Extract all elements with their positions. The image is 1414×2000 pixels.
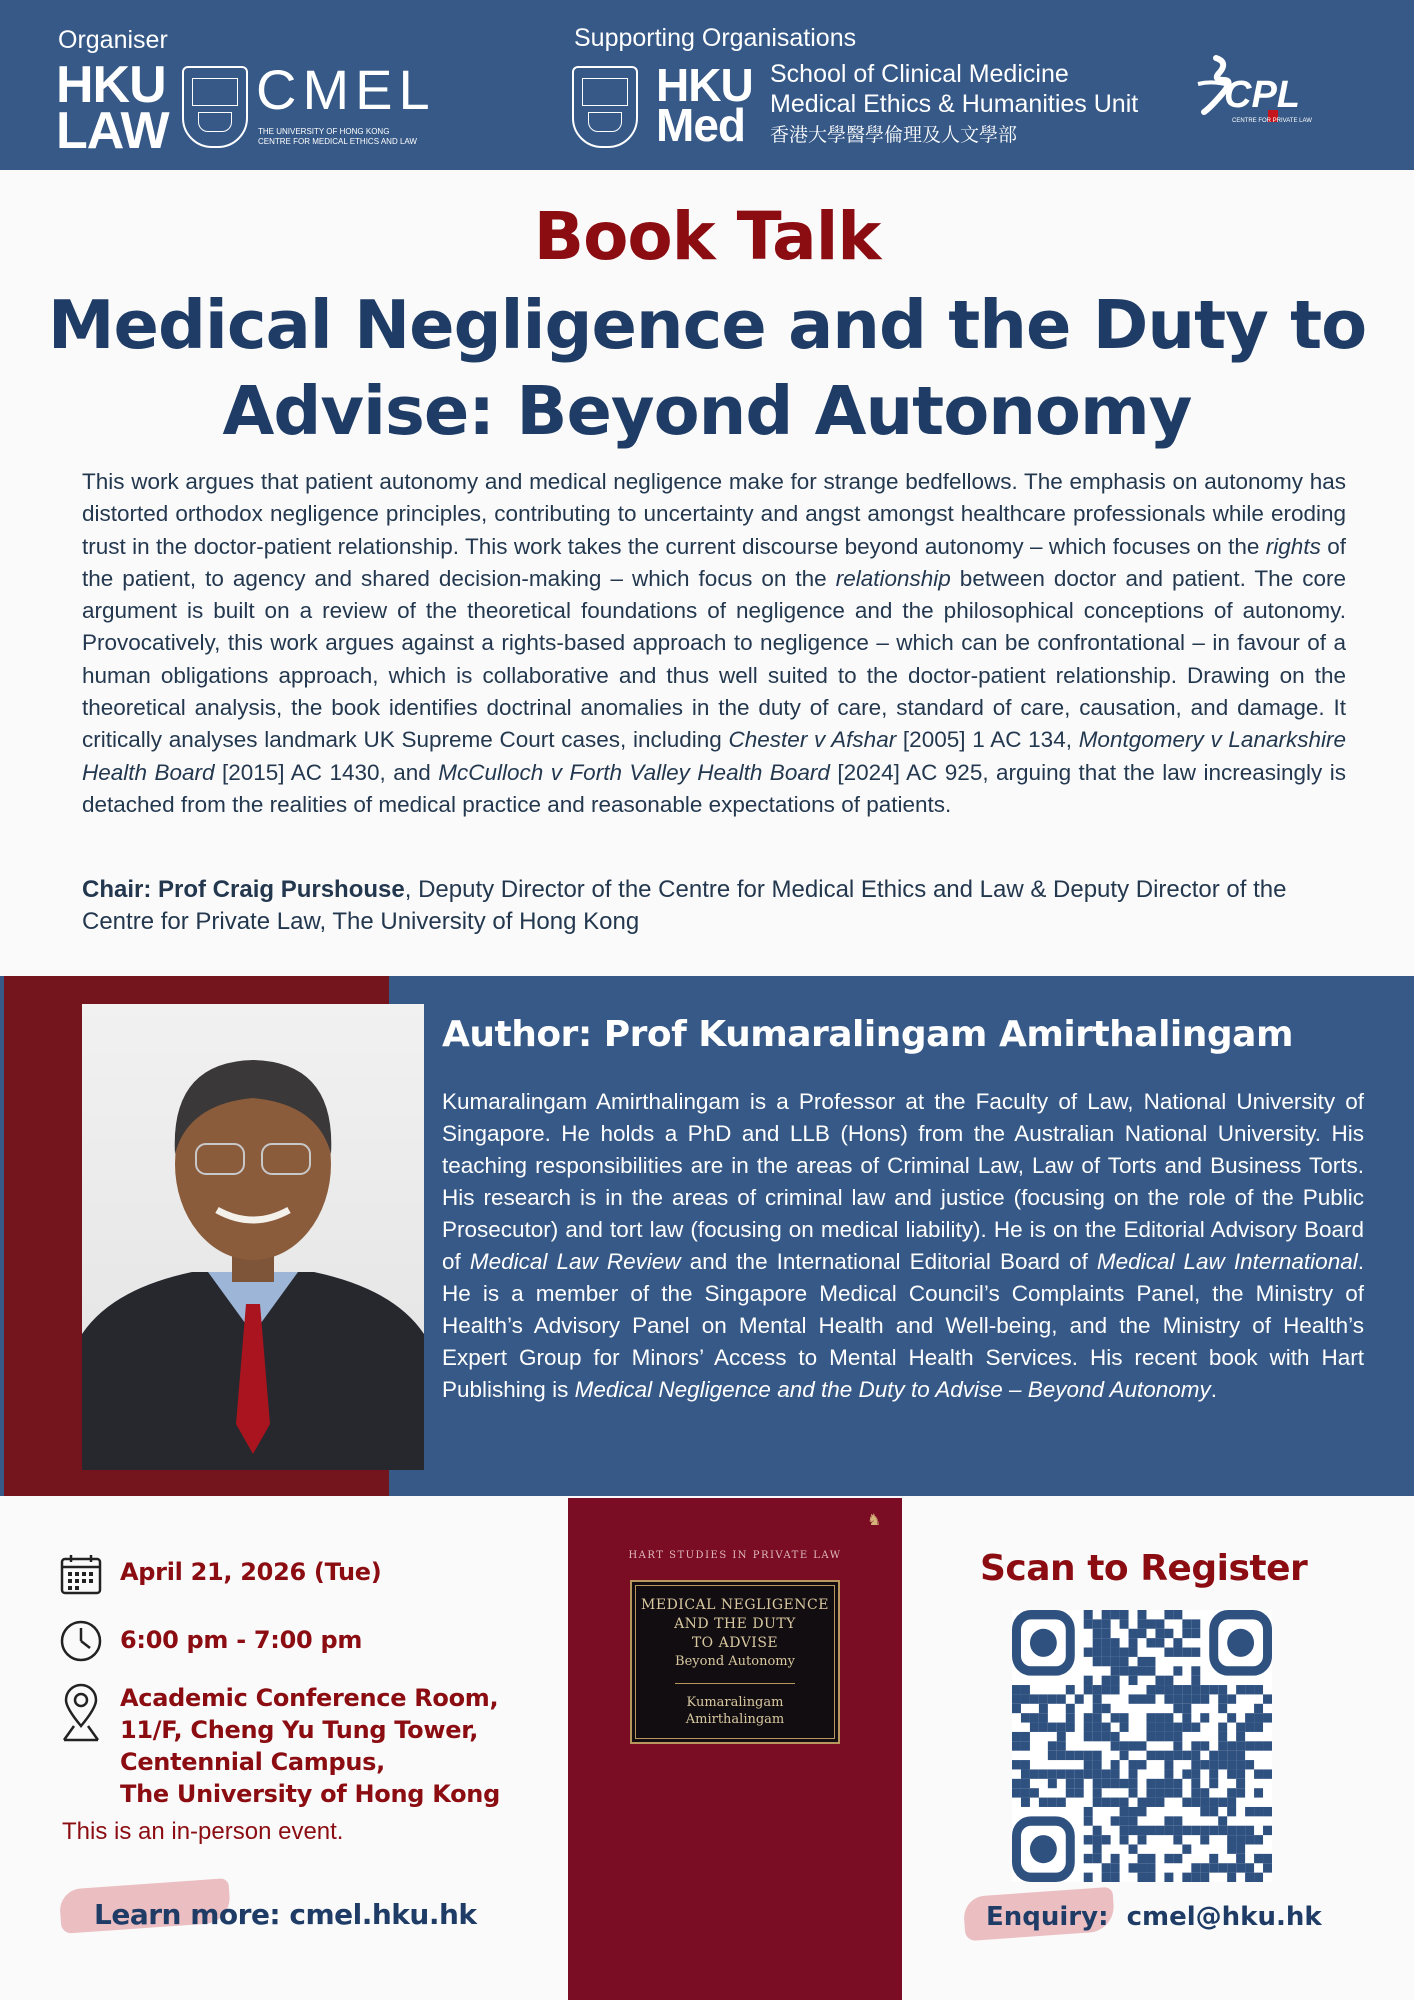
time-text: 6:00 pm - 7:00 pm (120, 1626, 363, 1654)
author-bio: Kumaralingam Amirthalingam is a Professor at the Faculty of Law, National University of Singapore. He holds a PhD and LLB (Hons) from the Australian National University. His teaching responsibilities are in the areas of Criminal Law, Law of Torts and Business Torts. His research is in the areas of criminal law and justice (focusing on the role of the Public Prosecutor) and tort law (focusing on medical liability). He is on the Editorial Advisory Board of Medical Law Review and the International Editorial Board of Medical Law International. He is a member of the Singapore Medical Council’s Complaints Panel, the Ministry of Health’s Advisory Panel on Mental Health and Well-being, and the Ministry of Health’s Expert Group for Minors’ Access to Mental Health Services. His recent book with Hart Publishing is Medical Negligence and the Duty to Advise – Beyond Autonomy. (442, 1089, 1364, 1402)
event-kicker: Book Talk (533, 198, 881, 275)
event-time (58, 1618, 362, 1664)
book-abstract: This work argues that patient autonomy and medical negligence make for strange bedfellows. The emphasis on autonomy has distorted orthodox negligence principles, contributing to uncertainty and angst amongst healthcare professionals while eroding trust in the doctor-patient relationship. This work takes the current discourse beyond autonomy – which focuses on the rights of the patient, to agency and shared decision-making – which focus on the relationship between doctor and patient. The core argument is built on a review of the theoretical foundations of negligence and the philosophical conceptions of autonomy. Provocatively, this work argues against a rights-based approach to negligence – which can be confrontational – in favour of a human obligations approach, which is collaborative and thus well suited to the doctor-patient relationship. Drawing on the theoretical analysis, the book identifies doctrinal anomalies in the duty of care, standard of care, causation, and damage. It critically analyses landmark UK Supreme Court cases, including Chester v Afshar [2005] 1 AC 134, Montgomery v Lanarkshire Health Board [2015] AC 1430, and McCulloch v Forth Valley Health Board [2024] AC 925, arguing that the law increasingly is detached from the realities of medical practice and reasonable expectations of patients. (82, 469, 1346, 817)
hku-crest-icon (182, 66, 248, 148)
author-photo (82, 1004, 424, 1470)
supporting-label: Supporting Organisations (574, 24, 857, 52)
clock-icon (58, 1618, 104, 1664)
date-text: April 21, 2026 (Tue) (120, 1558, 382, 1586)
chair-info: Chair: Prof Craig Purshouse, Deputy Director of the Centre for Medical Ethics and Law & Deputy Director of the Centre for Private Law, The University of Hong Kong (82, 876, 1287, 935)
hku-crest-icon (572, 66, 638, 148)
organiser-label: Organiser (58, 26, 168, 54)
scan-to-register-heading: Scan to Register (980, 1548, 1308, 1589)
book-series: HART STUDIES IN PRIVATE LAW (628, 1550, 842, 1561)
divider (675, 1683, 795, 1684)
event-title: Medical Negligence and the Duty to Advise: Beyond Autonomy (47, 286, 1367, 450)
in-person-note: This is an in-person event. (62, 1818, 344, 1845)
book-title-panel: MEDICAL NEGLIGENCE AND THE DUTY TO ADVISE Beyond Autonomy Kumaralingam Amirthalingam (630, 1580, 840, 1744)
location-pin-icon (58, 1682, 104, 1744)
calendar-icon (58, 1552, 104, 1598)
learn-more-link[interactable]: Learn more: cmel.hku.hk (94, 1898, 477, 1931)
enquiry-contact[interactable]: Enquiry: cmel@hku.hk (986, 1902, 1322, 1932)
header-banner: Organiser HKU LAW CMEL THE UNIVERSITY OF HONG KONG CENTRE FOR MEDICAL ETHICS AND LAW Supporting Organisations HKU Med School of Clinical Medicine Medical Ethics & Humanities Unit 香港大學醫學倫理及人文學部 CPL CENTRE FOR PRIVATE LAW (0, 0, 1414, 170)
book-cover (568, 1498, 902, 2000)
publisher-deer-icon: ♞ (867, 1510, 882, 1529)
author-title: Author: Prof Kumaralingam Amirthalingam (442, 1014, 1293, 1055)
event-date (58, 1552, 381, 1598)
event-venue (58, 1682, 500, 1810)
venue-text: Academic Conference Room, 11/F, Cheng Yu Tung Tower, Centennial Campus, The University of Hong Kong (120, 1684, 500, 1808)
enquiry-email[interactable]: cmel@hku.hk (1126, 1902, 1322, 1932)
chair-name: Chair: Prof Craig Purshouse (82, 876, 405, 903)
registration-qr-code[interactable] (1012, 1610, 1272, 1882)
